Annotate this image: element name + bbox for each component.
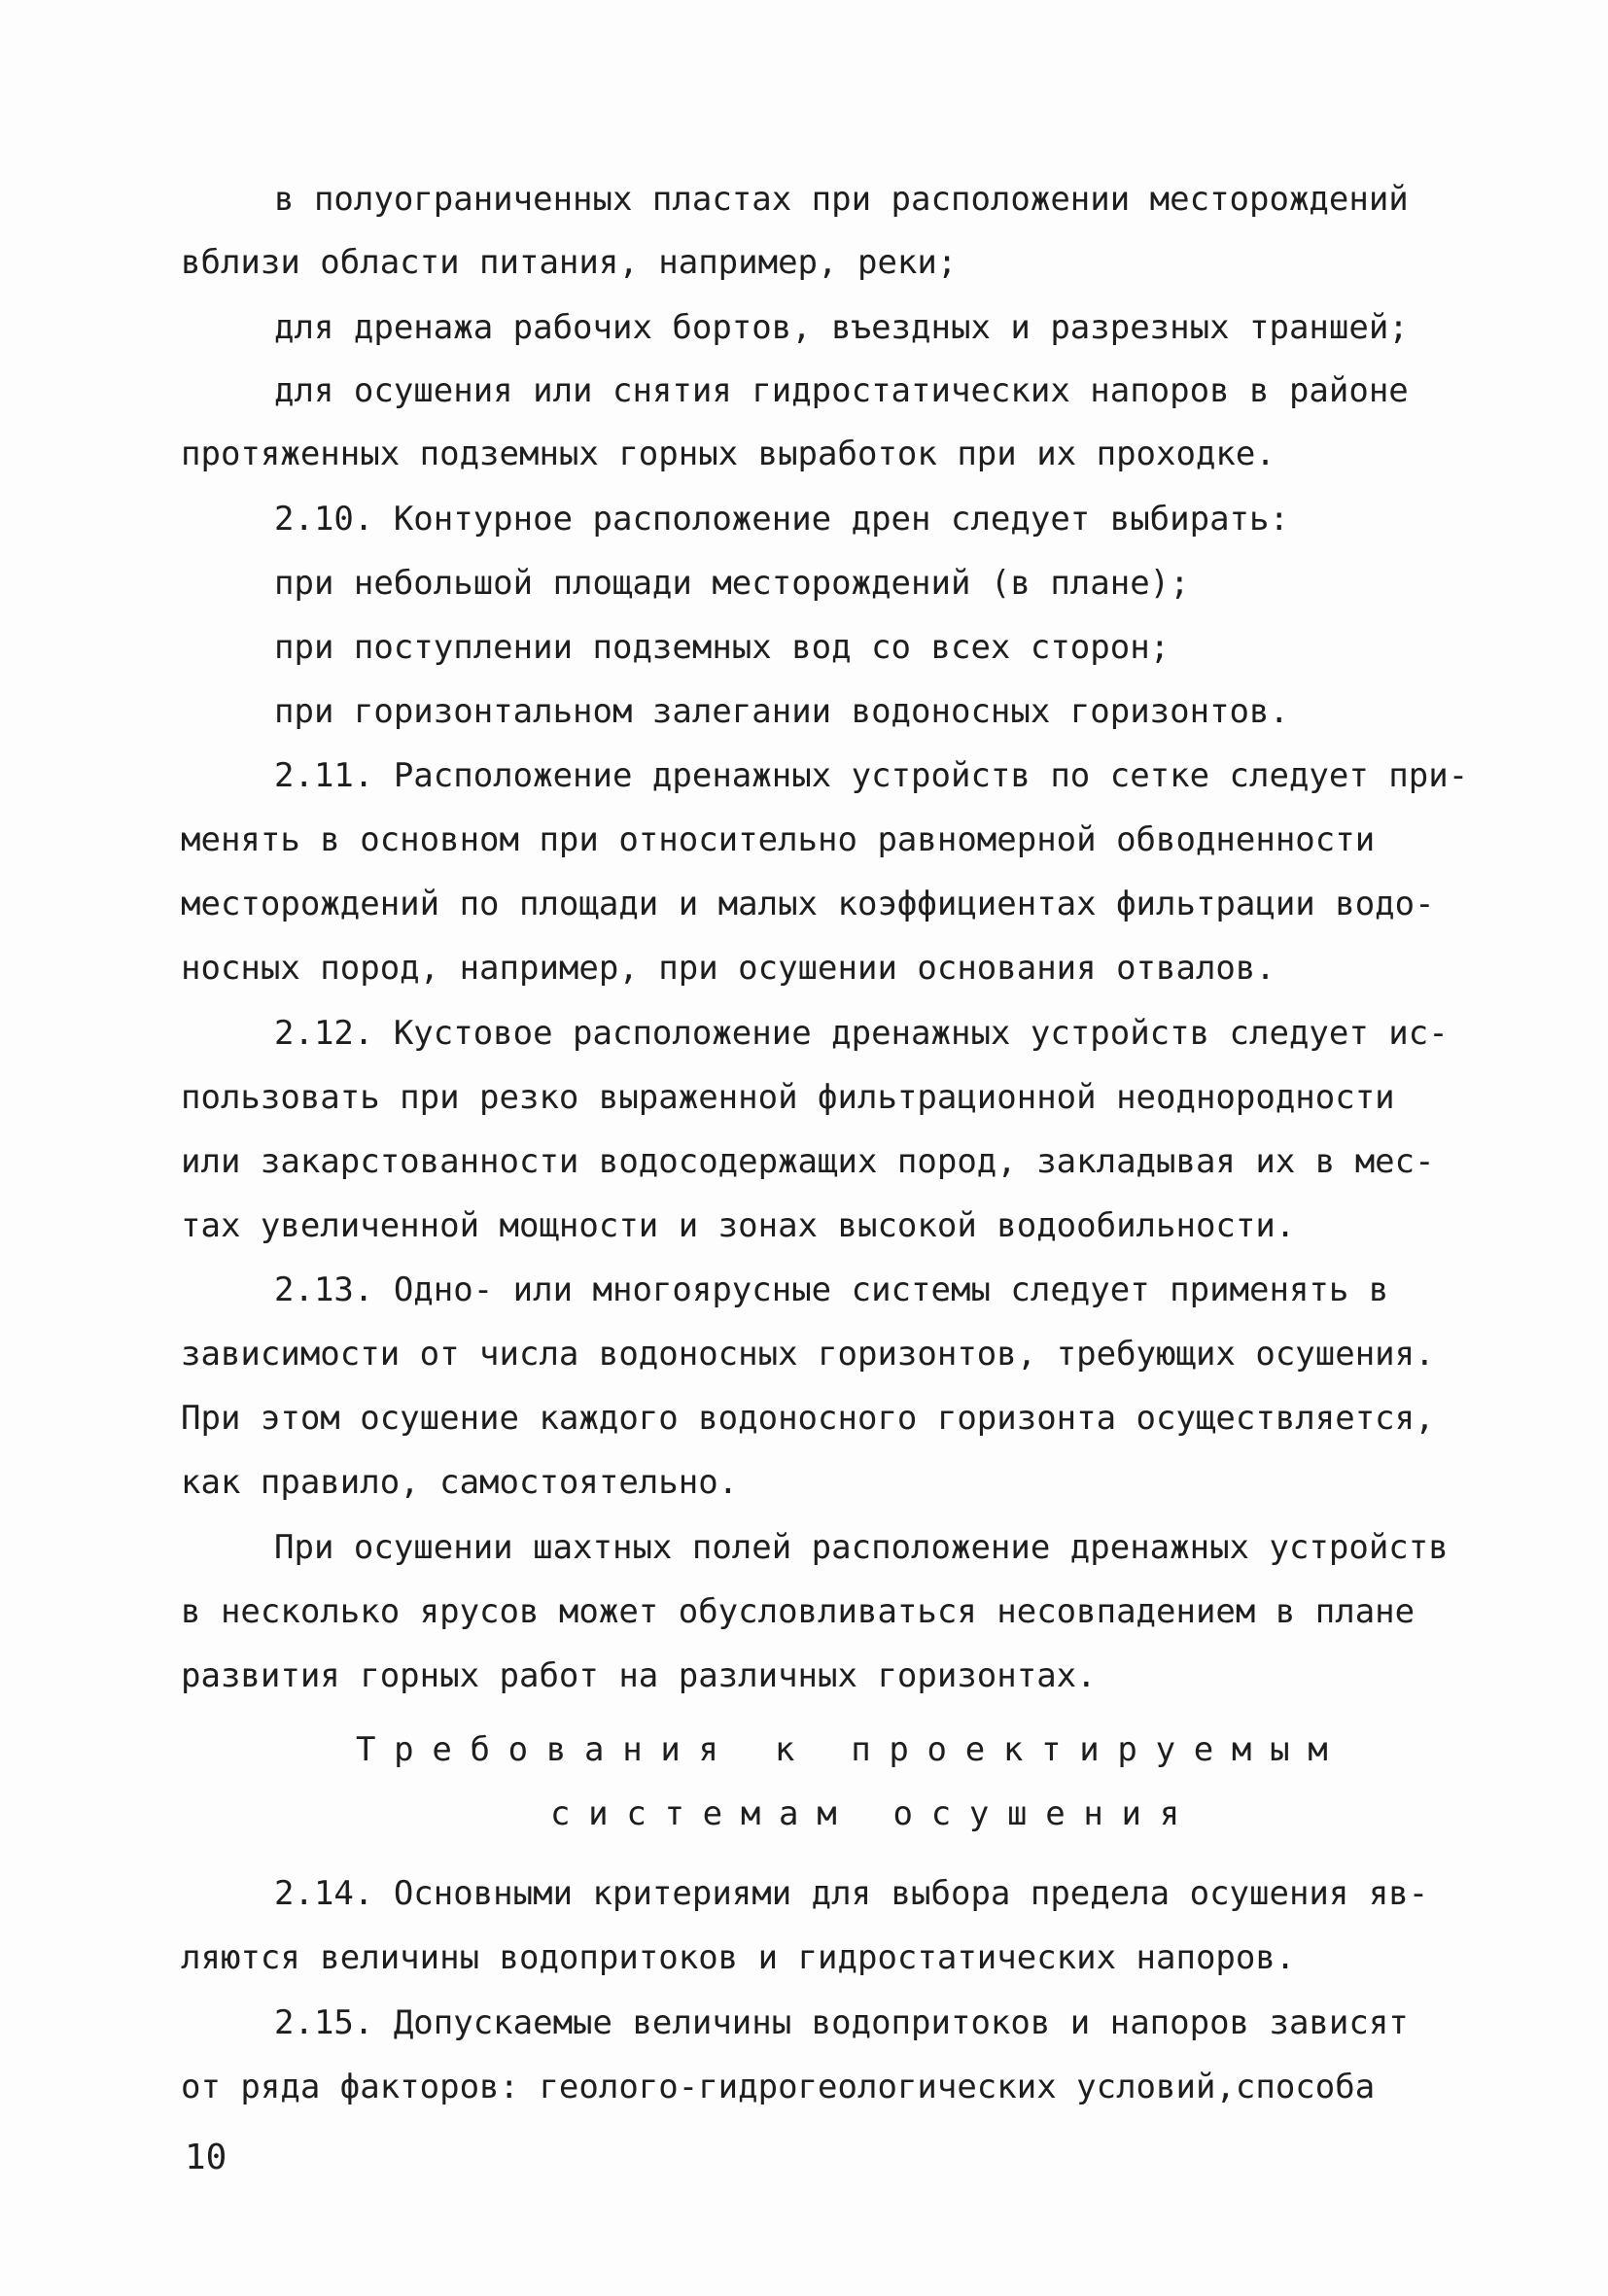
text-line: при горизонтальном залегании водоносных горизонтов. xyxy=(274,692,1289,731)
section-heading: Требования к проектируемым xyxy=(356,1730,1346,1769)
text-line: При осушении шахтных полей расположение дренажных устройств xyxy=(274,1528,1449,1567)
text-line: носных пород, например, при осушении основания отвалов. xyxy=(181,949,1276,988)
text-line: тах увеличенной мощности и зонах высокой водообильности. xyxy=(181,1206,1296,1245)
text-line: зависимости от числа водоносных горизонтов, требующих осушения. xyxy=(181,1335,1435,1374)
text-line: 2.14. Основными критериями для выбора предела осушения яв- xyxy=(274,1874,1429,1913)
text-line: 2.15. Допускаемые величины водопритоков и напоров зависят xyxy=(274,2003,1409,2042)
text-line: развития горных работ на различных горизонтах. xyxy=(181,1656,1097,1695)
text-line: 2.11. Расположение дренажных устройств по сетке следует при- xyxy=(274,756,1469,795)
text-line: протяженных подземных горных выработок при их проходке. xyxy=(181,435,1276,473)
text-line: 2.12. Кустовое расположение дренажных устройств следует ис- xyxy=(274,1014,1449,1053)
text-line: для осушения или снятия гидростатических напоров в районе xyxy=(274,371,1409,410)
text-line: для дренажа рабочих бортов, въездных и разрезных траншей; xyxy=(274,308,1409,347)
text-line: от ряда факторов: геолого-гидрогеологических условий,способа xyxy=(181,2068,1376,2106)
text-line: 2.13. Одно- или многоярусные системы следует применять в xyxy=(274,1270,1389,1309)
text-line: месторождений по площади и малых коэффициентах фильтрации водо- xyxy=(181,885,1435,923)
text-line: при небольшой площади месторождений (в плане); xyxy=(274,564,1190,603)
section-heading: системам осушения xyxy=(550,1794,1198,1833)
text-line: вблизи области питания, например, реки; xyxy=(181,243,958,282)
text-line: пользовать при резко выраженной фильтрационной неоднородности xyxy=(181,1078,1395,1117)
text-line: ляются величины водопритоков и гидростатических напоров. xyxy=(181,1938,1296,1977)
text-line: в полуограниченных пластах при расположении месторождений xyxy=(274,180,1409,219)
text-line: 2.10. Контурное расположение дрен следует выбирать: xyxy=(274,500,1289,539)
page-number: 10 xyxy=(185,2138,227,2177)
text-line: при поступлении подземных вод со всех сторон; xyxy=(274,628,1171,667)
text-line: в несколько ярусов может обусловливаться несовпадением в плане xyxy=(181,1592,1416,1631)
text-line: При этом осушение каждого водоносного горизонта осуществляется, xyxy=(181,1399,1435,1438)
text-line: менять в основном при относительно равномерной обводненности xyxy=(181,820,1376,859)
text-line: или закарстованности водосодержащих пород, закладывая их в мес- xyxy=(181,1142,1435,1181)
text-line: как правило, самостоятельно. xyxy=(181,1463,739,1502)
